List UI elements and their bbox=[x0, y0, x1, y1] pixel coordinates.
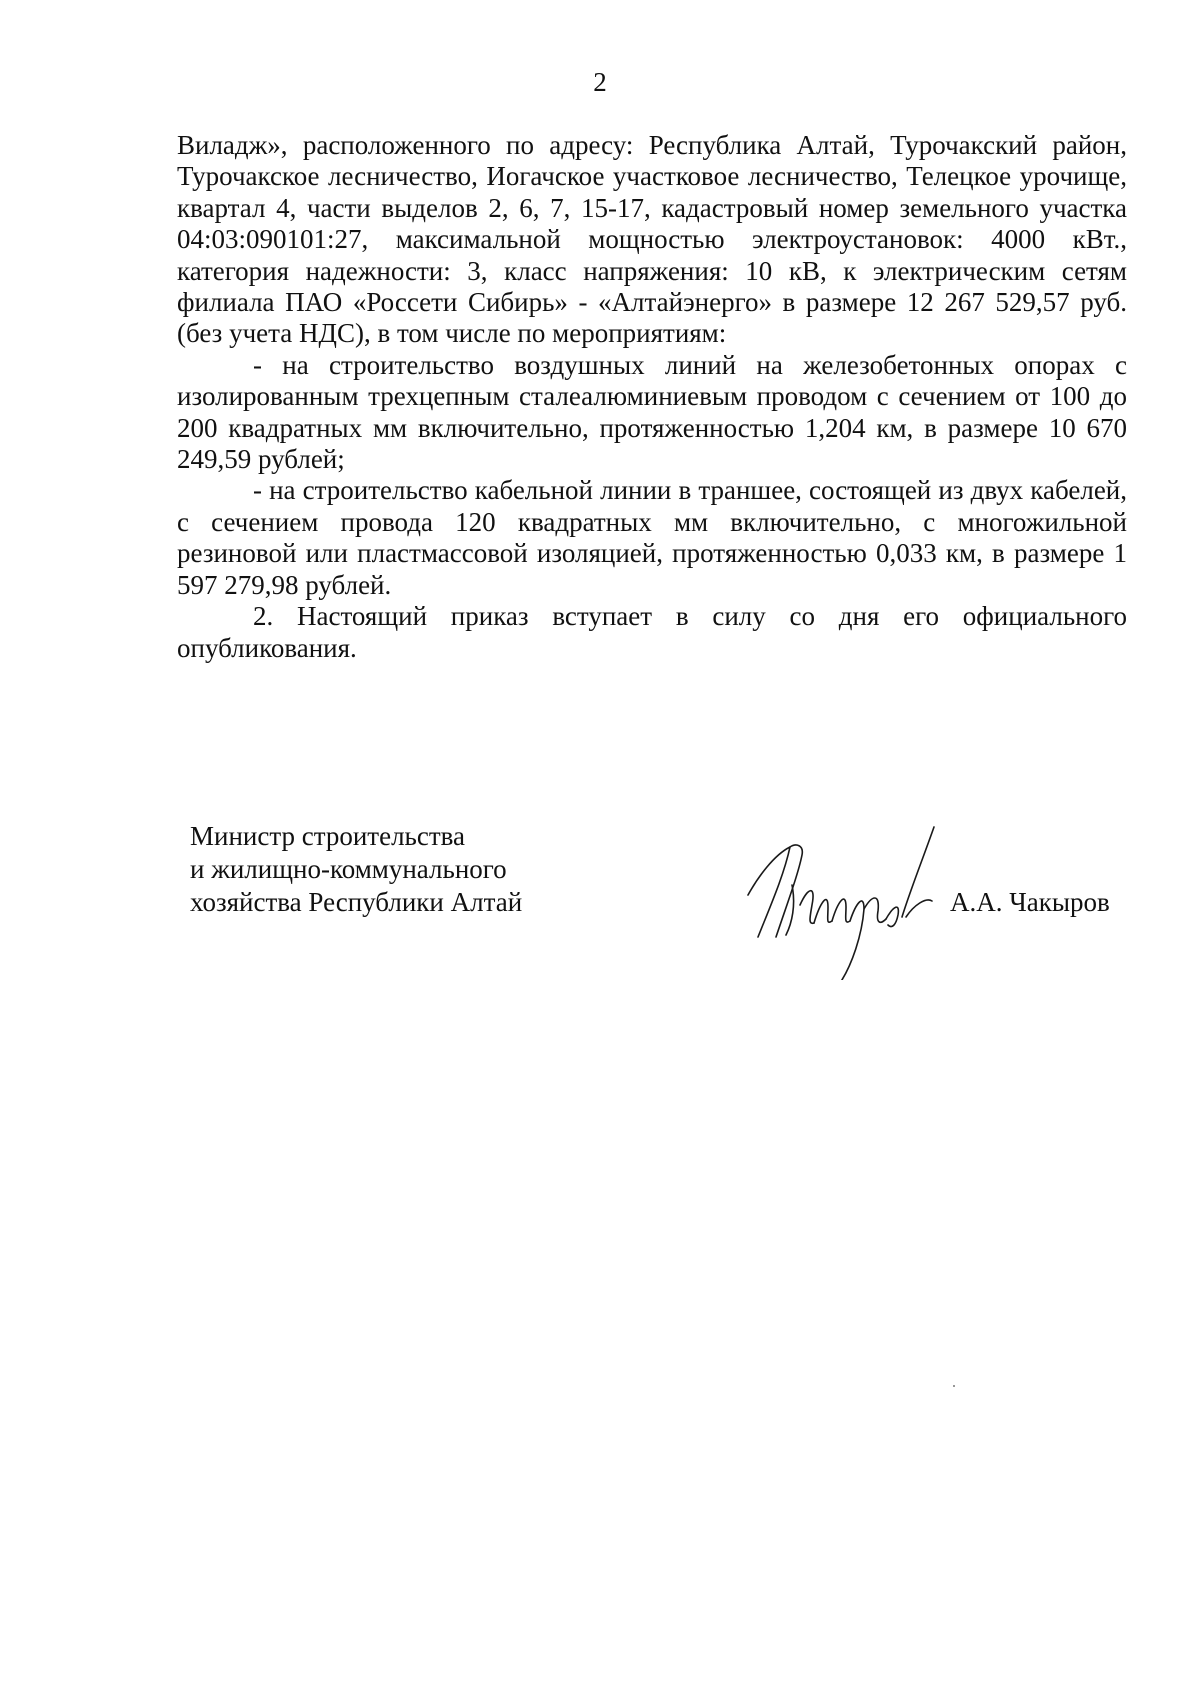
handwritten-signature bbox=[730, 825, 940, 980]
signature-block bbox=[0, 820, 1200, 980]
paragraph-continuation: Виладж», расположенного по адресу: Республика Алтай, Турочакский район, Турочакское лесничество, Иогачское участковое лесничество, Телецкое урочище, квартал 4, части выделов 2, 6, 7, 15-17, кадастровый номер земельного участка 04:03:090101:27, максимальной мощностью электроустановок: 4000 кВт., категория надежности: 3, класс напряжения: 10 кВ, к электрическим сетям филиала ПАО «Россети Сибирь» - «Алтайэнерго» в размере 12 267 529,57 руб. (без учета НДС), в том числе по мероприятиям: bbox=[177, 130, 1127, 349]
paragraph-cable-line: - на строительство кабельной линии в траншее, состоящей из двух кабелей, с сечением провода 120 квадратных мм включительно, с многожильной резиновой или пластмассовой изоляцией, протяженностью 0,033 км, в размере 1 597 279,98 рублей. bbox=[177, 475, 1127, 600]
scan-artifact-dot bbox=[953, 1385, 955, 1387]
signer-position-line-1: Министр строительства bbox=[190, 821, 466, 851]
signer-position-line-3: хозяйства Республики Алтай bbox=[190, 887, 523, 917]
paragraph-overhead-lines: - на строительство воздушных линий на железобетонных опорах с изолированным трехцепным сталеалюминиевым проводом с сечением от 100 до 200 квадратных мм включительно, протяженностью 1,204 км, в размере 10 670 249,59 рублей; bbox=[177, 349, 1127, 475]
document-body bbox=[177, 130, 1127, 664]
paragraph-effective-date: 2. Настоящий приказ вступает в силу со дня его официального опубликования. bbox=[177, 601, 1127, 663]
page-number: 2 bbox=[593, 67, 607, 97]
signer-position-line-2: и жилищно-коммунального bbox=[190, 854, 507, 884]
signer-position bbox=[190, 820, 590, 919]
signer-name: А.А. Чакыров bbox=[950, 887, 1110, 917]
